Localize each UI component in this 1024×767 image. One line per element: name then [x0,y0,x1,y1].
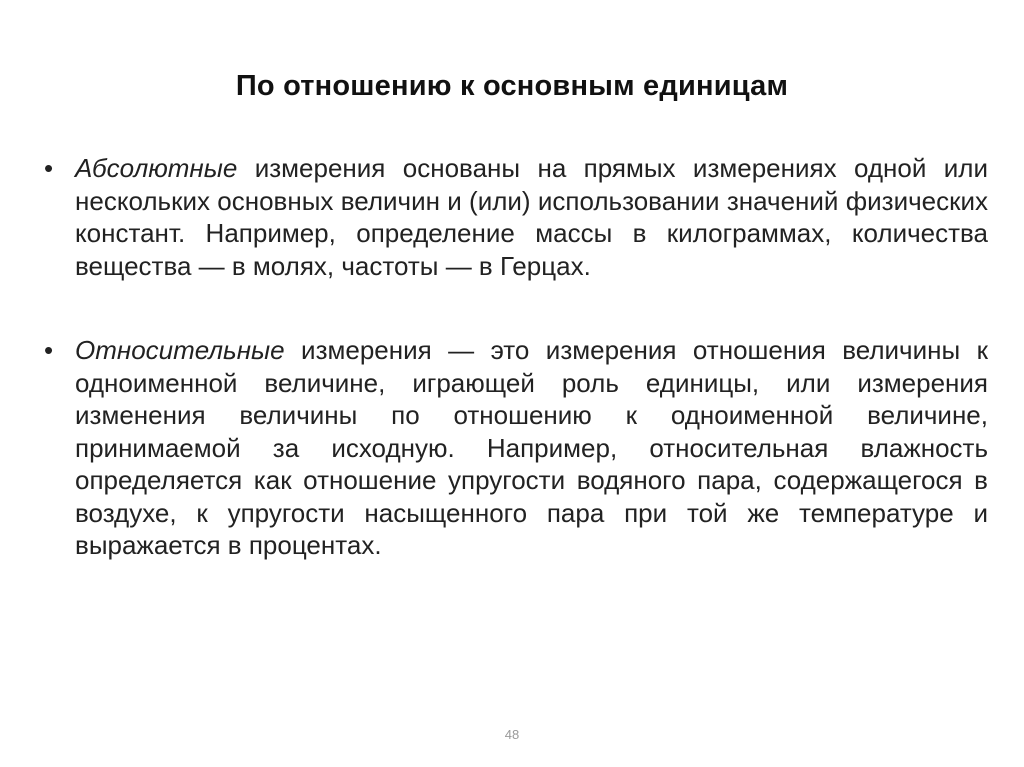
bullet-term: Относительные [75,335,285,365]
page-number: 48 [504,727,520,742]
bullet-item-relative [44,334,988,562]
bullet-icon: • [44,153,54,183]
bullet-list [44,152,988,562]
bullet-text: измерения — это измерения отношения величины к одноименной величине, играющей роль единицы, или измерения изменения величины по отношению к одноименной величине, принимаемой за исходную. Например, относительная влажность определяется как отношение упругости водяного пара, содержащегося в воздухе, к упругости насыщенного пара при той же температуре и выражается в процентах. [75,335,988,560]
bullet-item-absolute [44,152,988,282]
bullet-text: измерения основаны на прямых измерениях одной или нескольких основных величин и (или) использовании значений физических констант. Например, определение массы в килограммах, количества вещества — в молях, частоты — в Герцах. [75,153,988,281]
slide-title: По отношению к основным единицам [235,70,789,102]
bullet-icon: • [44,335,54,365]
bullet-term: Абсолютные [75,153,238,183]
